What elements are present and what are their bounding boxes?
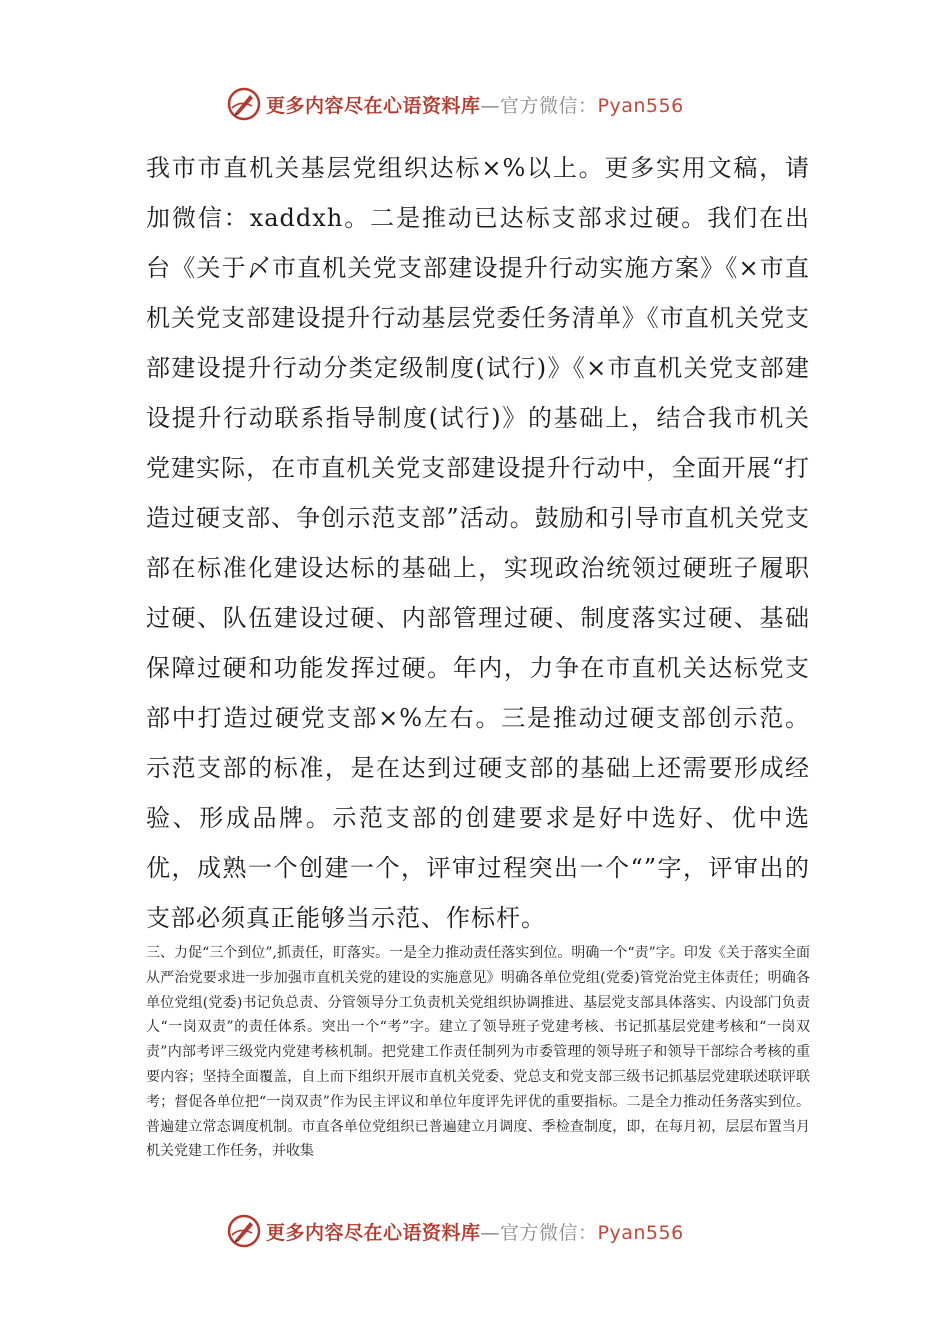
banner-lead: 更多内容尽在心语资料库 [266, 94, 481, 117]
banner-dash: — [480, 94, 501, 117]
banner-text [266, 1218, 684, 1245]
banner-wechat-id: Pyan556 [597, 94, 684, 117]
small-paragraph: 三、力促“三个到位”,抓责任，盯落实。一是全力推动责任落实到位。明确一个“责”字。印发《关于落实全面从严治党要求进一步加强市直机关党的建设的实施意见》明确各单位党组(党委)管党治党主体责任；明确各单位党组(党委)书记负总责、分管领导分工负责机关党组织协调推进、基层党支部具体落实、内设部门负责人“一岗双责”的责任体系。突出一个“考”字。建立了领导班子党建考核、书记抓基层党建考核和“一岗双责”内部考评三级党内党建考核机制。把党建工作责任制列为市委管理的领导班子和领导干部综合考核的重要内容；坚持全面覆盖，自上而下组织开展市直机关党委、党总支和党支部三级书记抓基层党建联述联评联考；督促各单位把“一岗双责”作为民主评议和单位年度评先评优的重要指标。二是全力推动任务落实到位。普遍建立常态调度机制。市直各单位党组织已普遍建立月调度、季检查制度，即，在每月初，层层布置当月机关党建工作任务，并收集 [146, 945, 810, 1160]
main-paragraph: 我市市直机关基层党组织达标×%以上。更多实用文稿，请加微信：xaddxh。二是推动已达标支部求过硬。我们在出台《关于〆市直机关党支部建设提升行动实施方案》《×市直机关党支部建设提升行动基层党委任务清单》《市直机关党支部建设提升行动分类定级制度(试行)》《×市直机关党支部建设提升行动联系指导制度(试行)》的基础上，结合我市机关党建实际，在市直机关党支部建设提升行动中，全面开展“打造过硬支部、争创示范支部”活动。鼓励和引导市直机关党支部在标准化建设达标的基础上，实现政治统领过硬班子履职过硬、队伍建设过硬、内部管理过硬、制度落实过硬、基础保障过硬和功能发挥过硬。年内，力争在市直机关达标党支部中打造过硬党支部×%左右。三是推动过硬支部创示范。示范支部的标准，是在达到过硬支部的基础上还需要形成经验、形成品牌。示范支部的创建要求是好中选好、优中选优，成熟一个创建一个，评审过程突出一个“”字，评审出的支部必须真正能够当示范、作标杆。 [146, 154, 810, 932]
pen-logo-icon [226, 86, 262, 122]
pen-logo-icon [226, 1213, 262, 1249]
header-banner [226, 84, 746, 124]
banner-wechat-label: 官方微信： [500, 94, 598, 117]
footer-banner [226, 1211, 746, 1251]
banner-wechat-label: 官方微信： [500, 1221, 598, 1244]
banner-text [266, 91, 684, 118]
banner-wechat-id: Pyan556 [597, 1221, 684, 1244]
banner-dash: — [480, 1221, 501, 1244]
banner-lead: 更多内容尽在心语资料库 [266, 1221, 481, 1244]
